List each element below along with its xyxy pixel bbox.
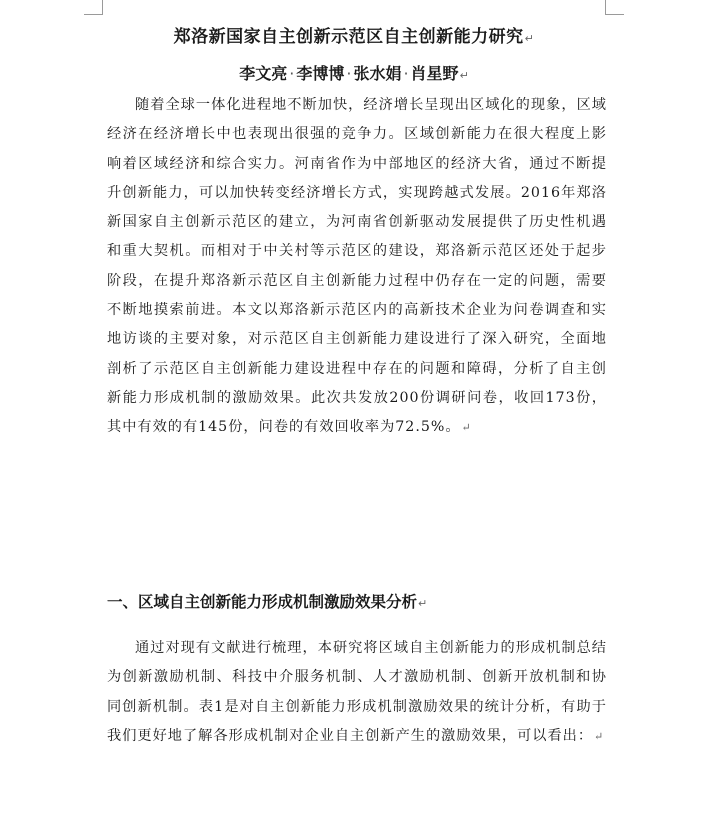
- author-name: 李文亮: [239, 64, 288, 83]
- paragraph-mark-icon: ↵: [524, 32, 535, 45]
- author-name: 肖星野: [410, 64, 459, 83]
- document-title: [0, 22, 708, 47]
- paragraph-mark-icon: ↵: [461, 421, 472, 435]
- section-heading: [107, 590, 427, 612]
- author-name: 张水娟: [353, 64, 402, 83]
- author-line: [0, 61, 708, 84]
- author-separator: ·: [346, 64, 352, 83]
- author-name: 李博博: [296, 64, 345, 83]
- crop-mark-top-right: [605, 0, 624, 15]
- section-heading-text: 一、区域自主创新能力形成机制激励效果分析: [107, 593, 418, 611]
- author-separator: ·: [403, 64, 409, 83]
- paragraph-mark-icon: ↵: [418, 597, 428, 610]
- paragraph-mark-icon: ↵: [594, 729, 605, 743]
- paragraph-text: 随着全球一体化进程地不断加快，经济增长呈现出区域化的现象，区域经济在经济增长中也表现出很强的竞争力。区域创新能力在很大程度上影响着区域经济和综合实力。河南省作为中部地区的经济大省，通过不断提升创新能力，可以加快转变经济增长方式，实现跨越式发展。2016年郑洛新国家自主创新示范区的建立，为河南省创新驱动发展提供了历史性机遇和重大契机。而相对于中关村等示范区的建设，郑洛新示范区还处于起步阶段，在提升郑洛新示范区自主创新能力过程中仍存在一定的问题，需要不断地摸索前进。本文以郑洛新示范区内的高新技术企业为问卷调查和实地访谈的主要对象，对示范区自主创新能力建设进行了深入研究，全面地剖析了示范区自主创新能力建设进程中存在的问题和障碍，分析了自主创新能力形成机制的激励效果。此次共发放200份调研问卷，收回173份，其中有效的有145份，问卷的有效回收率为72.5%。: [107, 97, 607, 436]
- body-paragraph: [107, 91, 607, 443]
- title-text: 郑洛新国家自主创新示范区自主创新能力研究: [173, 27, 524, 47]
- author-separator: ·: [289, 64, 295, 83]
- crop-mark-top-left: [84, 0, 103, 15]
- body-paragraph: [107, 634, 607, 751]
- paragraph-mark-icon: ↵: [459, 69, 469, 82]
- paragraph-text: 通过对现有文献进行梳理，本研究将区域自主创新能力的形成机制总结为创新激励机制、科技中介服务机制、人才激励机制、创新开放机制和协同创新机制。表1是对自主创新能力形成机制激励效果的统计分析，有助于我们更好地了解各形成机制对企业自主创新产生的激励效果，可以看出：: [107, 640, 607, 744]
